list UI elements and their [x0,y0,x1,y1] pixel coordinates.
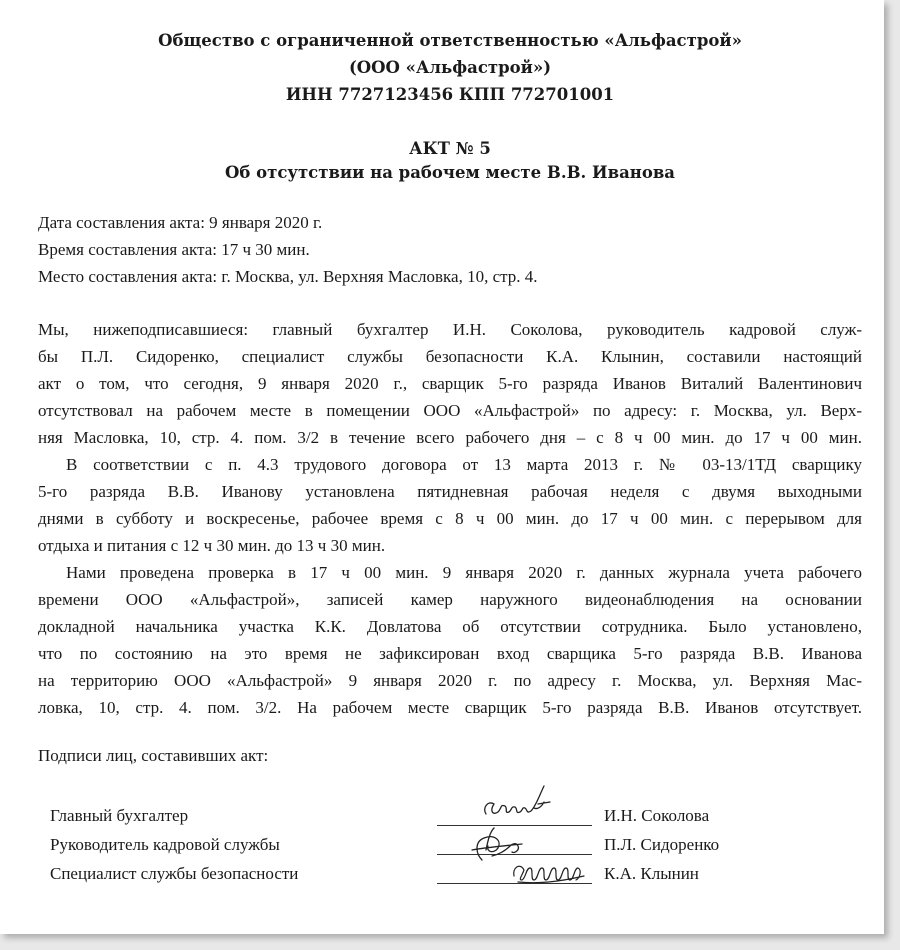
act-subject: Об отсутствии на рабочем месте В.В. Иванова [225,163,675,182]
paragraph-line: отсутствовал на рабочем месте в помещении ООО «Альфастрой» по адресу: г. Москва, ул. Верх- [38,401,862,420]
act-time: Время составления акта: 17 ч 30 мин. [38,240,310,259]
paragraph-line: Нами проведена проверка в 17 ч 00 мин. 9 января 2020 г. данных журнала учета рабочего [66,563,862,582]
signer-name-sokolova: И.Н. Соколова [604,806,710,825]
signer-role-security-specialist: Специалист службы безопасности [50,864,299,883]
paragraph-line: Мы, нижеподписавшиеся: главный бухгалтер И.Н. Соколова, руководитель кадровой служ- [38,320,862,339]
paragraph-line: отдыха и питания с 12 ч 30 мин. до 13 ч 30 мин. [38,536,386,555]
paragraph-line: няя Масловка, 10, стр. 4. пом. 3/2 в течение всего рабочего дня – с 8 ч 00 мин. до 17 ч 00 мин. [38,428,862,447]
paragraph-line: днями в субботу и воскресенье, рабочее время с 8 ч 00 мин. до 17 ч 00 мин. с перерывом для [38,509,862,528]
paragraph-line: на территорию ООО «Альфастрой» 9 января 2020 г. по адресу г. Москва, ул. Верхняя Мас- [38,671,862,690]
paragraph-line: В соответствии с п. 4.3 трудового договора от 13 марта 2013 г. № 03-13/1ТД сварщику [66,455,862,474]
org-name: Общество с ограниченной ответственностью «Альфастрой» [158,31,742,50]
inn-kpp: ИНН 7727123456 КПП 772701001 [285,85,615,104]
paragraph-line: 5-го разряда В.В. Иванову установлена пятидневная рабочая неделя с двумя выходными [38,482,862,501]
paragraph-line: времени ООО «Альфастрой», записей камер наружного видеонаблюдения на основании [38,590,862,609]
signature-klynin-icon [508,846,588,891]
signatures-heading: Подписи лиц, составивших акт: [38,746,269,765]
paragraph-line: что по состоянию на это время не зафиксирован вход сварщика 5-го разряда В.В. Иванова [38,644,862,663]
paragraph-line: бы П.Л. Сидоренко, специалист службы безопасности К.А. Клынин, составили настоящий [38,347,862,366]
paragraph-line: акт о том, что сегодня, 9 января 2020 г., сварщик 5-го разряда Иванов Виталий Валентинович [38,374,862,393]
signer-name-sidorenko: П.Л. Сидоренко [604,835,720,854]
signer-role-hr-head: Руководитель кадровой службы [50,835,280,854]
act-place: Место составления акта: г. Москва, ул. Верхняя Масловка, 10, стр. 4. [38,267,538,286]
act-number: АКТ № 5 [409,139,491,158]
act-date: Дата составления акта: 9 января 2020 г. [38,213,323,232]
org-short-name: (ООО «Альфастрой») [349,58,551,77]
paragraph-line: ловка, 10, стр. 4. пом. 3/2. На рабочем месте сварщик 5-го разряда В.В. Иванов отсутствует. [38,698,862,717]
signer-role-chief-accountant: Главный бухгалтер [50,806,189,825]
paragraph-line: докладной начальника участка К.К. Довлатова об отсутствии сотрудника. Было установлено, [38,617,862,636]
signer-name-klynin: К.А. Клынин [604,864,699,883]
